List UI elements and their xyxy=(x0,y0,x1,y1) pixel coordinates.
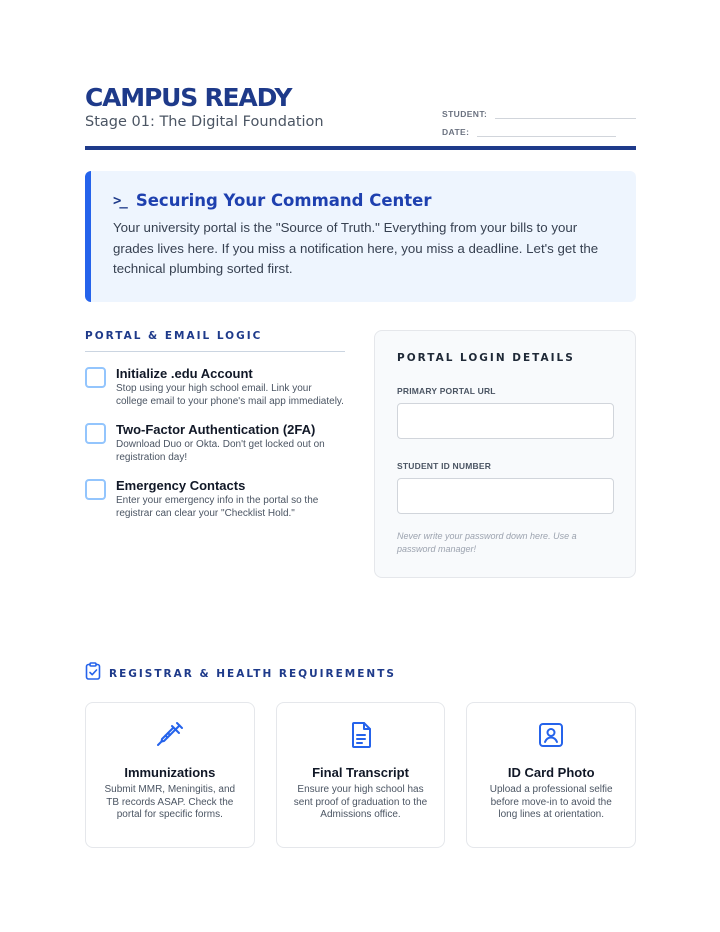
requirement-title: Final Transcript xyxy=(312,765,409,780)
login-section-label: PORTAL LOGIN DETAILS xyxy=(397,352,575,364)
date-row xyxy=(442,119,636,137)
page-subtitle: Stage 01: The Digital Foundation xyxy=(85,114,324,130)
task-item xyxy=(85,478,345,520)
requirement-description: Upload a professional selfie before move-in to avoid the long lines at orientation. xyxy=(489,784,613,820)
portal-email-section xyxy=(85,330,345,520)
student-label: STUDENT: xyxy=(442,109,488,119)
requirement-card xyxy=(276,702,446,848)
requirement-title: Immunizations xyxy=(124,765,216,780)
student-id-field[interactable] xyxy=(397,478,614,514)
page-title: CAMPUS READY xyxy=(85,83,292,112)
task-description: Stop using your high school email. Link your college email to your phone's mail app immediately. xyxy=(116,383,344,407)
task-checkbox[interactable] xyxy=(85,479,106,500)
task-description: Enter your emergency info in the portal so the registrar can clear your "Checklist Hold." xyxy=(116,495,319,519)
portal-url-field[interactable] xyxy=(397,403,614,439)
task-item xyxy=(85,422,345,464)
requirement-card xyxy=(466,702,636,848)
portal-login-card xyxy=(374,330,636,578)
clipboard-check-icon xyxy=(85,662,101,685)
task-checkbox[interactable] xyxy=(85,367,106,388)
date-label: DATE: xyxy=(442,127,470,137)
student-id-label: STUDENT ID NUMBER xyxy=(397,461,492,471)
id-card-icon xyxy=(467,720,635,750)
task-item xyxy=(85,366,345,408)
requirements-section-label: REGISTRAR & HEALTH REQUIREMENTS xyxy=(109,667,396,680)
task-description: Download Duo or Okta. Don't get locked out on registration day! xyxy=(116,439,325,463)
student-row xyxy=(442,101,636,119)
student-meta xyxy=(442,101,636,137)
date-line[interactable] xyxy=(477,125,616,137)
callout-title: Securing Your Command Center xyxy=(135,191,432,210)
password-note: Never write your password down here. Use a password manager! xyxy=(397,531,577,554)
requirement-description: Submit MMR, Meningitis, and TB records ASAP. Check the portal for specific forms. xyxy=(104,784,236,820)
requirement-card xyxy=(85,702,255,848)
header-divider xyxy=(85,146,636,150)
task-checkbox[interactable] xyxy=(85,423,106,444)
portal-url-label: PRIMARY PORTAL URL xyxy=(397,386,496,396)
syringe-icon xyxy=(86,720,254,750)
terminal-icon: >_ xyxy=(113,192,126,209)
page-header xyxy=(85,84,636,154)
requirement-title: ID Card Photo xyxy=(507,765,595,780)
section-divider xyxy=(85,351,345,352)
requirement-description: Ensure your high school has sent proof of graduation to the Admissions office. xyxy=(293,784,428,820)
callout-header xyxy=(113,191,614,210)
task-title: Emergency Contacts xyxy=(116,478,246,493)
requirements-header xyxy=(85,662,396,685)
document-icon xyxy=(277,720,445,750)
command-center-callout xyxy=(85,171,636,302)
callout-body: Your university portal is the "Source of Truth." Everything from your bills to your grades lives here. If you miss a notification here, you miss a deadline. Let's get the technical plumbing sorted first. xyxy=(113,220,599,276)
student-line[interactable] xyxy=(495,107,636,119)
portal-section-label: PORTAL & EMAIL LOGIC xyxy=(85,330,263,342)
task-title: Initialize .edu Account xyxy=(116,366,253,381)
requirements-cards xyxy=(85,702,636,848)
task-title: Two-Factor Authentication (2FA) xyxy=(116,422,316,437)
